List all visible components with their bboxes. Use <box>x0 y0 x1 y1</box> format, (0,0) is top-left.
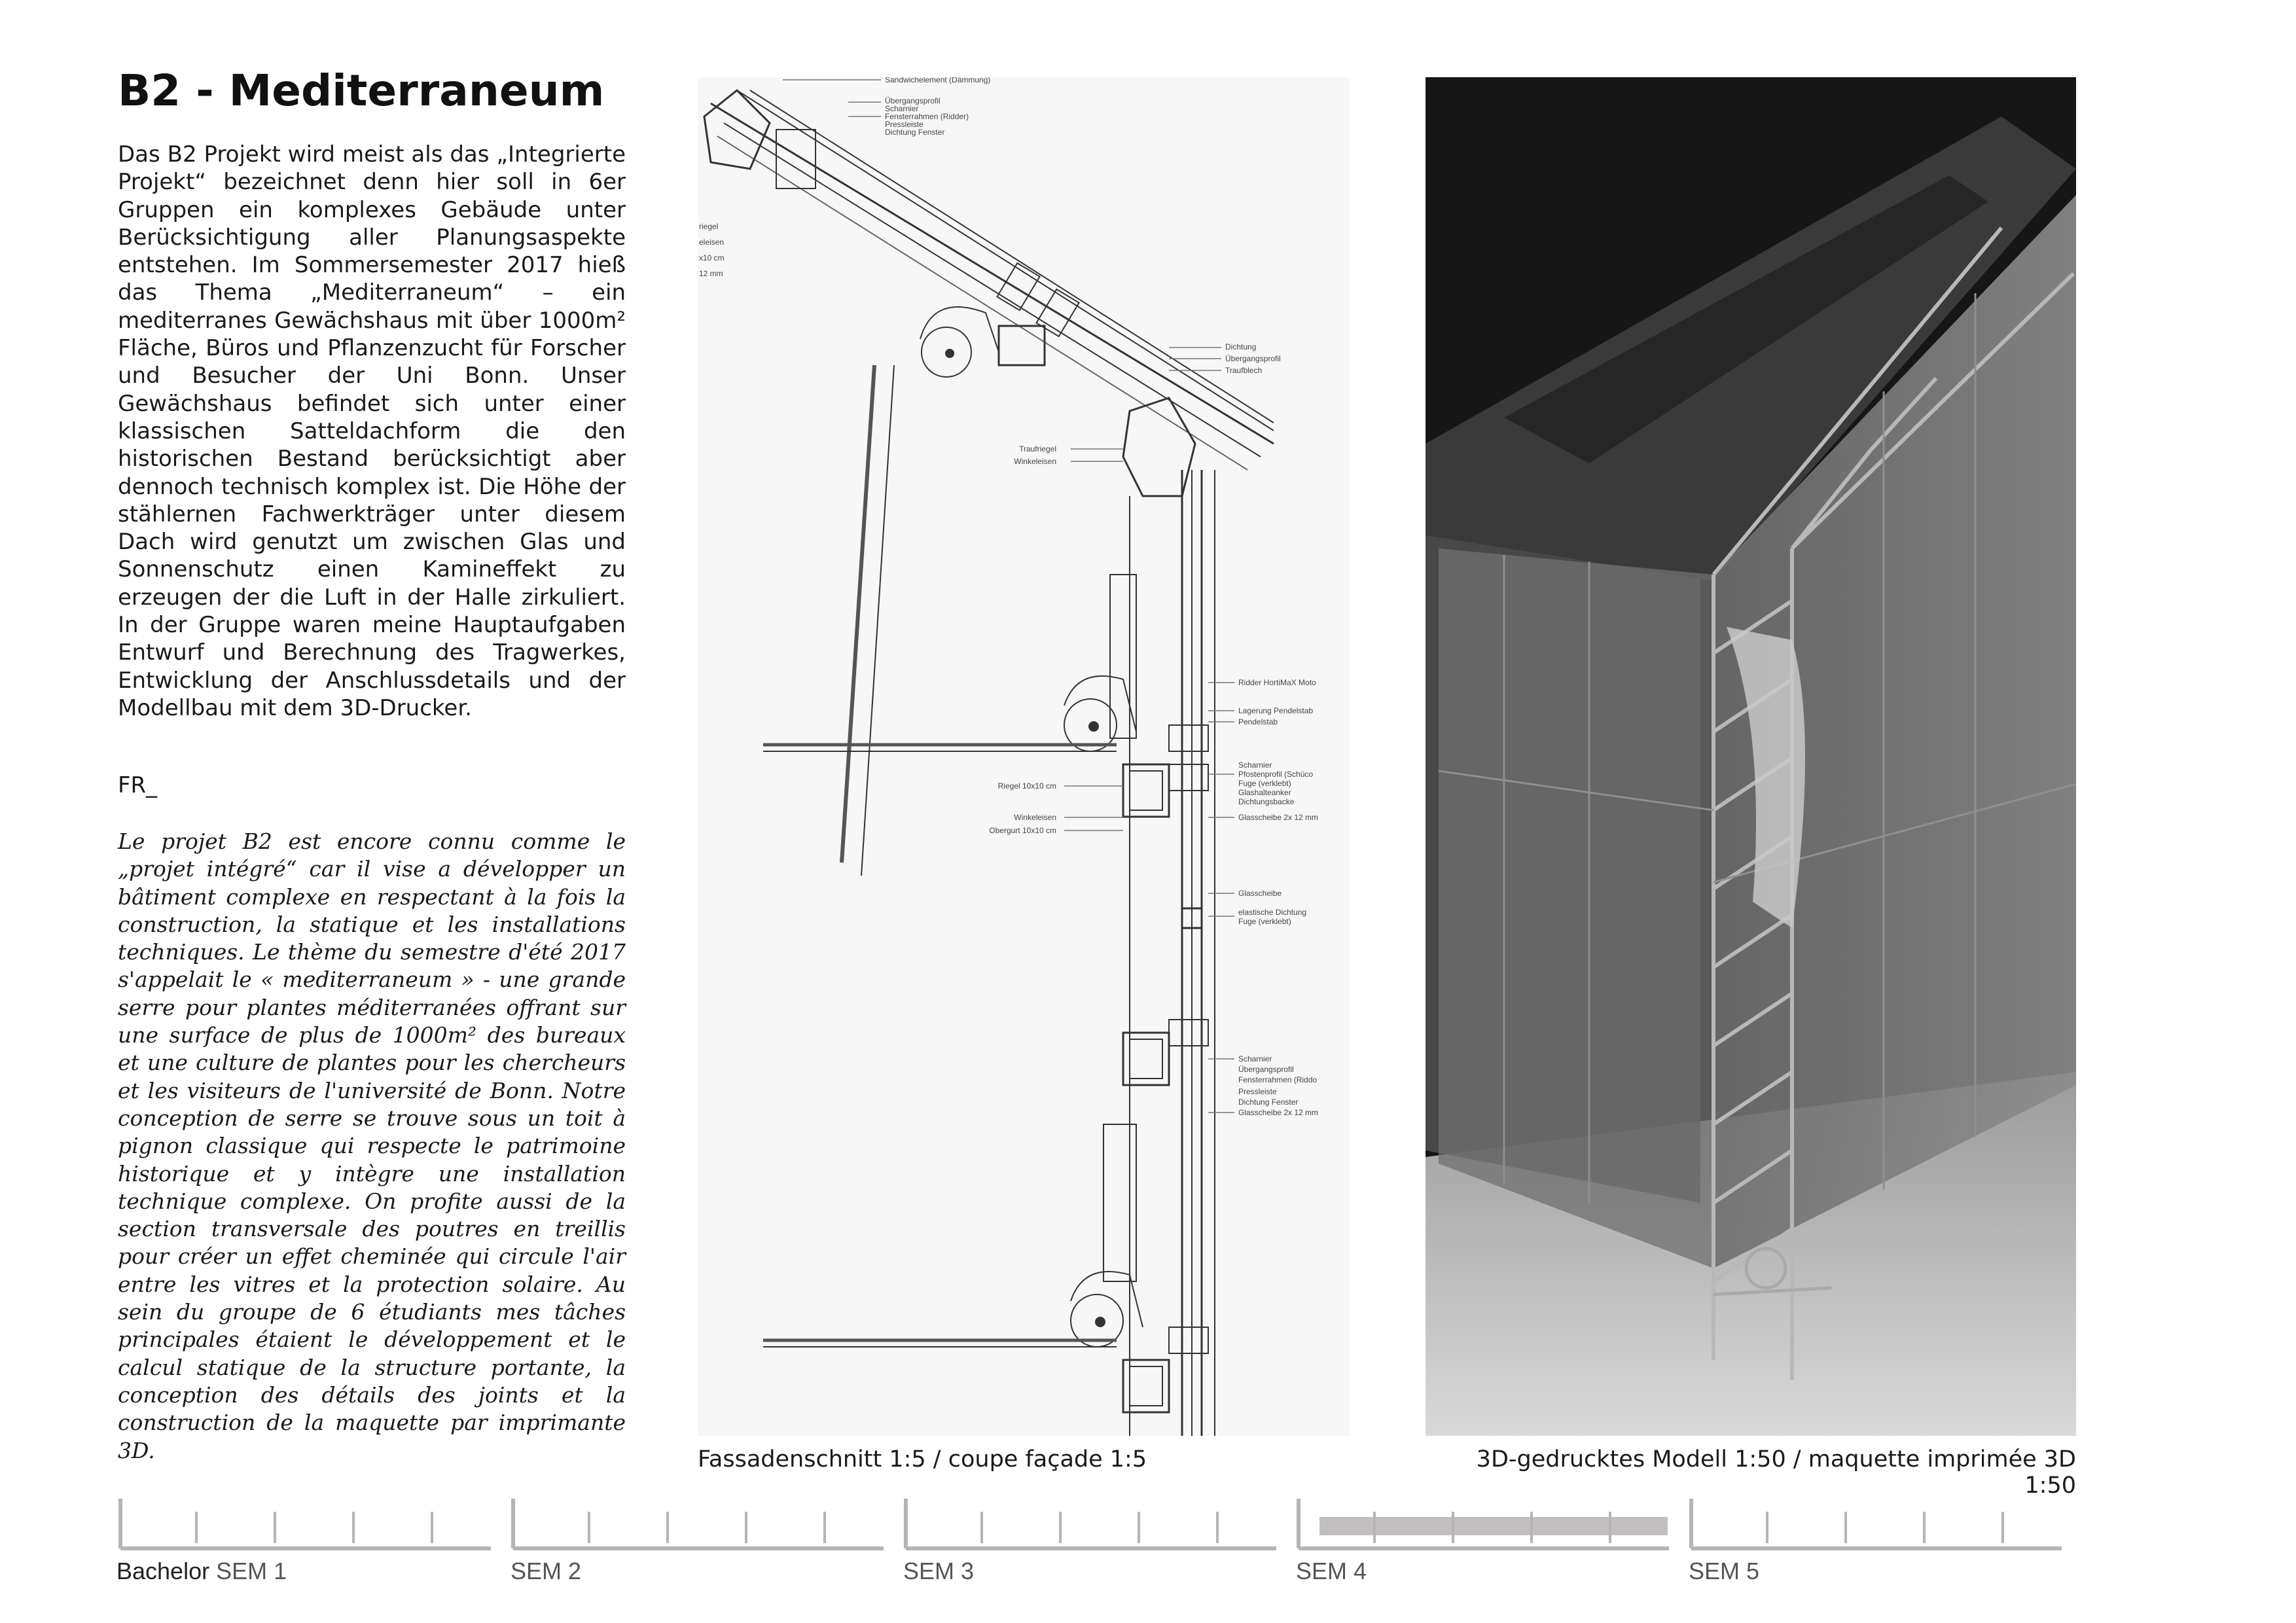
drawing-label: Dichtungsbacke <box>1238 797 1295 806</box>
drawing-label: Fensterrahmen (Riddo <box>1238 1075 1318 1084</box>
drawing-label: Fuge (verklebt) <box>1238 917 1291 926</box>
model-photo-svg <box>1426 77 2076 1436</box>
drawing-label: Übergangsprofil <box>1238 1065 1294 1074</box>
timeline-label-sem3: SEM 3 <box>903 1558 975 1584</box>
drawing-label: Übergangsprofil <box>885 96 941 105</box>
drawing-label: Übergangsprofil <box>1225 354 1281 363</box>
description-german: Das B2 Projekt wird meist als das „Integrierte Projekt“ bezeichnet denn hier soll in 6er Gruppen ein komplexes Gebäude unter Berücksichtigung aller Planungsaspekte entstehen. Im Sommersemester 2017 hieß das Thema „Mediterraneum“ – ein mediterranes Gewächshaus mit über 1000m² Fläche, Büros und Pflanzenzucht für Forscher und Besucher der Uni Bonn. Unser Gewächshaus befindet sich unter einer klassischen Satteldachform die den historischen Bestand berücksichtigt aber dennoch technisch komplex ist. Die Höhe der stählernen Fachwerkträger unter diesem Dach wird genutzt um zwischen Glas und Sonnenschutz einen Kamineffekt zu erzeugen der die Luft in der Halle zirkuliert. In der Gruppe waren meine Hauptaufgaben Entwurf und Berechnung des Tragwerkes, Entwicklung der Anschlussdetails und der Modellbau mit dem 3D-Drucker. <box>118 141 626 721</box>
drawing-label: Glasscheibe 2x 12 mm <box>1238 813 1319 822</box>
timeline-semester: SEM 1 <box>216 1558 287 1584</box>
drawing-label: Riegel 10x10 cm <box>997 781 1056 791</box>
drawing-label: Ridder HortiMaX Moto <box>1238 678 1316 687</box>
drawing-label: Pendelstab <box>1238 717 1278 726</box>
timeline-label-sem4: SEM 4 <box>1296 1558 1367 1584</box>
sem4-highlight-bar <box>1319 1517 1668 1535</box>
timeline-label-sem2: SEM 2 <box>511 1558 582 1584</box>
drawing-label: Pressleiste <box>885 120 924 129</box>
drawing-label: Pfostenprofil (Schüco <box>1238 770 1314 779</box>
description-french: Le projet B2 est encore connu comme le „projet intégré“ car il vise a développer un bâtiment complexe en respectant à la fois la construction, la statique et les installations techniques. Le thème du semestre d'été 2017 s'appelait le « mediterraneum » - une grande serre pour plantes méditerranées offrant sur une surface de plus de 1000m² des bureaux et une culture de plantes pour les chercheurs et les visiteurs de l'université de Bonn. Notre conception de serre se trouve sous un toit à pignon classique qui respecte le patrimoine historique et y intègre une installation technique complexe. On profite aussi de la section transversale des poutres en treillis pour créer un effet cheminée qui circule l'air entre les vitres et la protection solaire. Au sein du groupe de 6 étudiants mes tâches principales étaient le développement et le calcul statique de la structure portante, la conception des détails des joints et la construction de la maquette par imprimante 3D. <box>118 829 626 1463</box>
semester-timeline <box>0 1492 2296 1597</box>
french-section-label: FR_ <box>118 772 158 798</box>
drawing-label: riegel <box>699 222 719 231</box>
drawing-label: Dichtung Fenster <box>885 128 945 137</box>
drawing-label: Glasscheibe 2x 12 mm <box>1238 1108 1319 1117</box>
drawing-label: Scharnier <box>1238 1054 1272 1063</box>
drawing-label: Scharnier <box>1238 760 1272 770</box>
drawing-label: x10 cm <box>699 253 725 262</box>
page-title: B2 - Mediterraneum <box>118 65 605 116</box>
drawing-label: Sandwichelement (Dämmung) <box>885 77 991 84</box>
drawing-label: Pressleiste <box>1238 1087 1277 1096</box>
drawing-label: Winkeleisen <box>1014 813 1056 822</box>
drawing-label: Lagerung Pendelstab <box>1238 706 1314 715</box>
drawing-label: 12 mm <box>699 269 723 278</box>
drawing-label: Glasscheibe <box>1238 889 1282 898</box>
facade-section-drawing <box>698 77 1350 1436</box>
drawing-label: elastische Dichtung <box>1238 908 1307 917</box>
model-photo <box>1426 77 2076 1436</box>
drawing-label: Traufblech <box>1225 366 1263 375</box>
drawing-label: Scharnier <box>885 104 919 113</box>
drawing-caption: Fassadenschnitt 1:5 / coupe façade 1:5 <box>698 1446 1147 1472</box>
drawing-label: Fuge (verklebt) <box>1238 779 1291 788</box>
drawing-label: Dichtung <box>1225 342 1257 351</box>
drawing-label: Dichtung Fenster <box>1238 1097 1299 1107</box>
timeline-label-sem5: SEM 5 <box>1689 1558 1760 1584</box>
facade-section-svg <box>698 77 1350 1436</box>
drawing-label: eleisen <box>699 238 725 247</box>
timeline-label-sem1 <box>117 1558 287 1585</box>
photo-caption: 3D-gedrucktes Modell 1:50 / maquette imprimée 3D 1:50 <box>1476 1446 2076 1499</box>
drawing-label: Obergurt 10x10 cm <box>989 826 1056 835</box>
drawing-label: Winkeleisen <box>1014 457 1056 466</box>
timeline-prefix: Bachelor <box>117 1558 210 1584</box>
drawing-label: Fensterrahmen (Ridder) <box>885 112 969 121</box>
drawing-label: Traufriegel <box>1019 444 1056 454</box>
drawing-label: Glashalteanker <box>1238 788 1291 797</box>
